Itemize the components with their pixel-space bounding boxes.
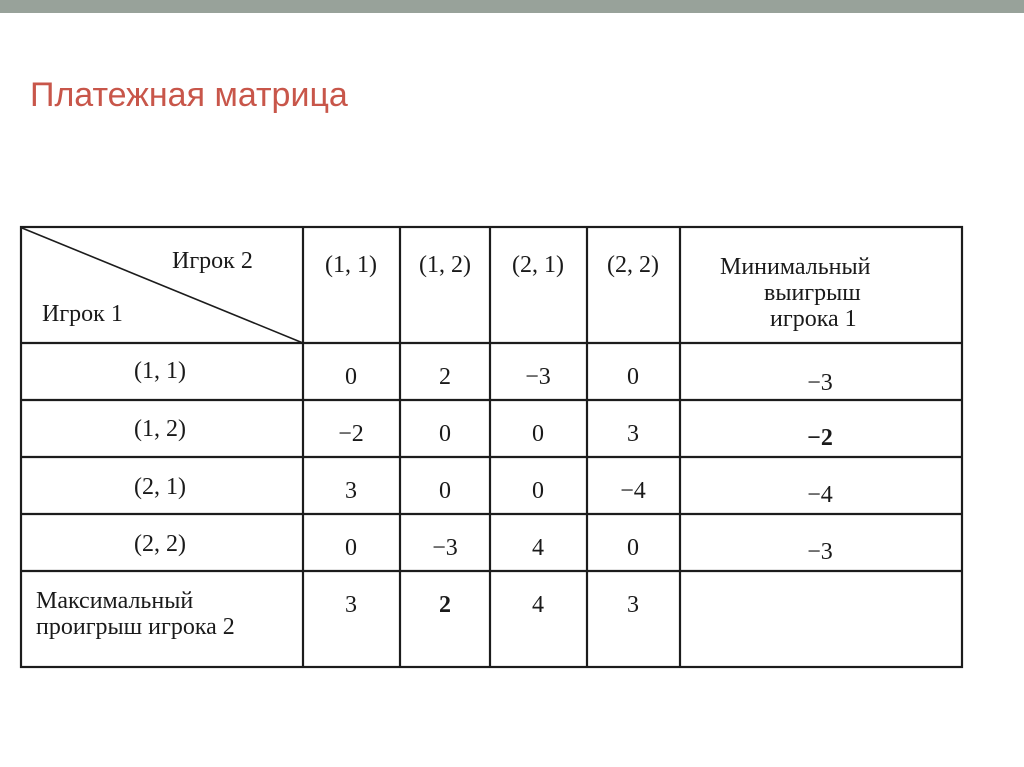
min-gain-header-line: игрока 1 (770, 306, 857, 332)
table-cell: 3 (627, 421, 639, 447)
table-cell: 0 (345, 364, 357, 390)
column-header: (1, 2) (419, 252, 471, 278)
row-label: (1, 2) (134, 416, 186, 442)
row-min-value: −3 (807, 370, 833, 396)
header-player-2: Игрок 2 (172, 248, 253, 274)
row-min-value: −2 (807, 425, 833, 451)
row-min-value: −4 (807, 482, 833, 508)
table-cell: −2 (338, 421, 364, 447)
table-cell: 0 (345, 535, 357, 561)
max-loss-label-line: Максимальный (36, 588, 194, 614)
row-min-value: −3 (807, 539, 833, 565)
table-cell: 0 (627, 535, 639, 561)
table-cell: 0 (532, 478, 544, 504)
table-cell: 0 (439, 478, 451, 504)
table-cell: −4 (620, 478, 646, 504)
payoff-matrix-table (20, 226, 963, 668)
max-loss-value: 4 (532, 592, 544, 618)
header-player-1: Игрок 1 (42, 301, 123, 327)
table-cell: 0 (439, 421, 451, 447)
min-gain-header-line: Минимальный (720, 254, 871, 280)
column-header: (2, 2) (607, 252, 659, 278)
column-header: (1, 1) (325, 252, 377, 278)
row-label: (1, 1) (134, 358, 186, 384)
row-label: (2, 2) (134, 531, 186, 557)
table-cell: 2 (439, 364, 451, 390)
max-loss-label-line: проигрыш игрока 2 (36, 614, 235, 640)
table-cell: 4 (532, 535, 544, 561)
row-label: (2, 1) (134, 474, 186, 500)
min-gain-header-line: выигрыш (764, 280, 861, 306)
top-accent-bar (0, 0, 1024, 13)
max-loss-value: 3 (345, 592, 357, 618)
table-cell: −3 (432, 535, 458, 561)
table-cell: 3 (345, 478, 357, 504)
slide-title: Платежная матрица (30, 76, 348, 114)
min-gain-header (720, 254, 871, 332)
max-loss-label (36, 588, 235, 640)
table-cell: 0 (627, 364, 639, 390)
max-loss-value: 3 (627, 592, 639, 618)
table-cell: −3 (525, 364, 551, 390)
max-loss-value: 2 (439, 592, 451, 618)
table-cell: 0 (532, 421, 544, 447)
column-header: (2, 1) (512, 252, 564, 278)
